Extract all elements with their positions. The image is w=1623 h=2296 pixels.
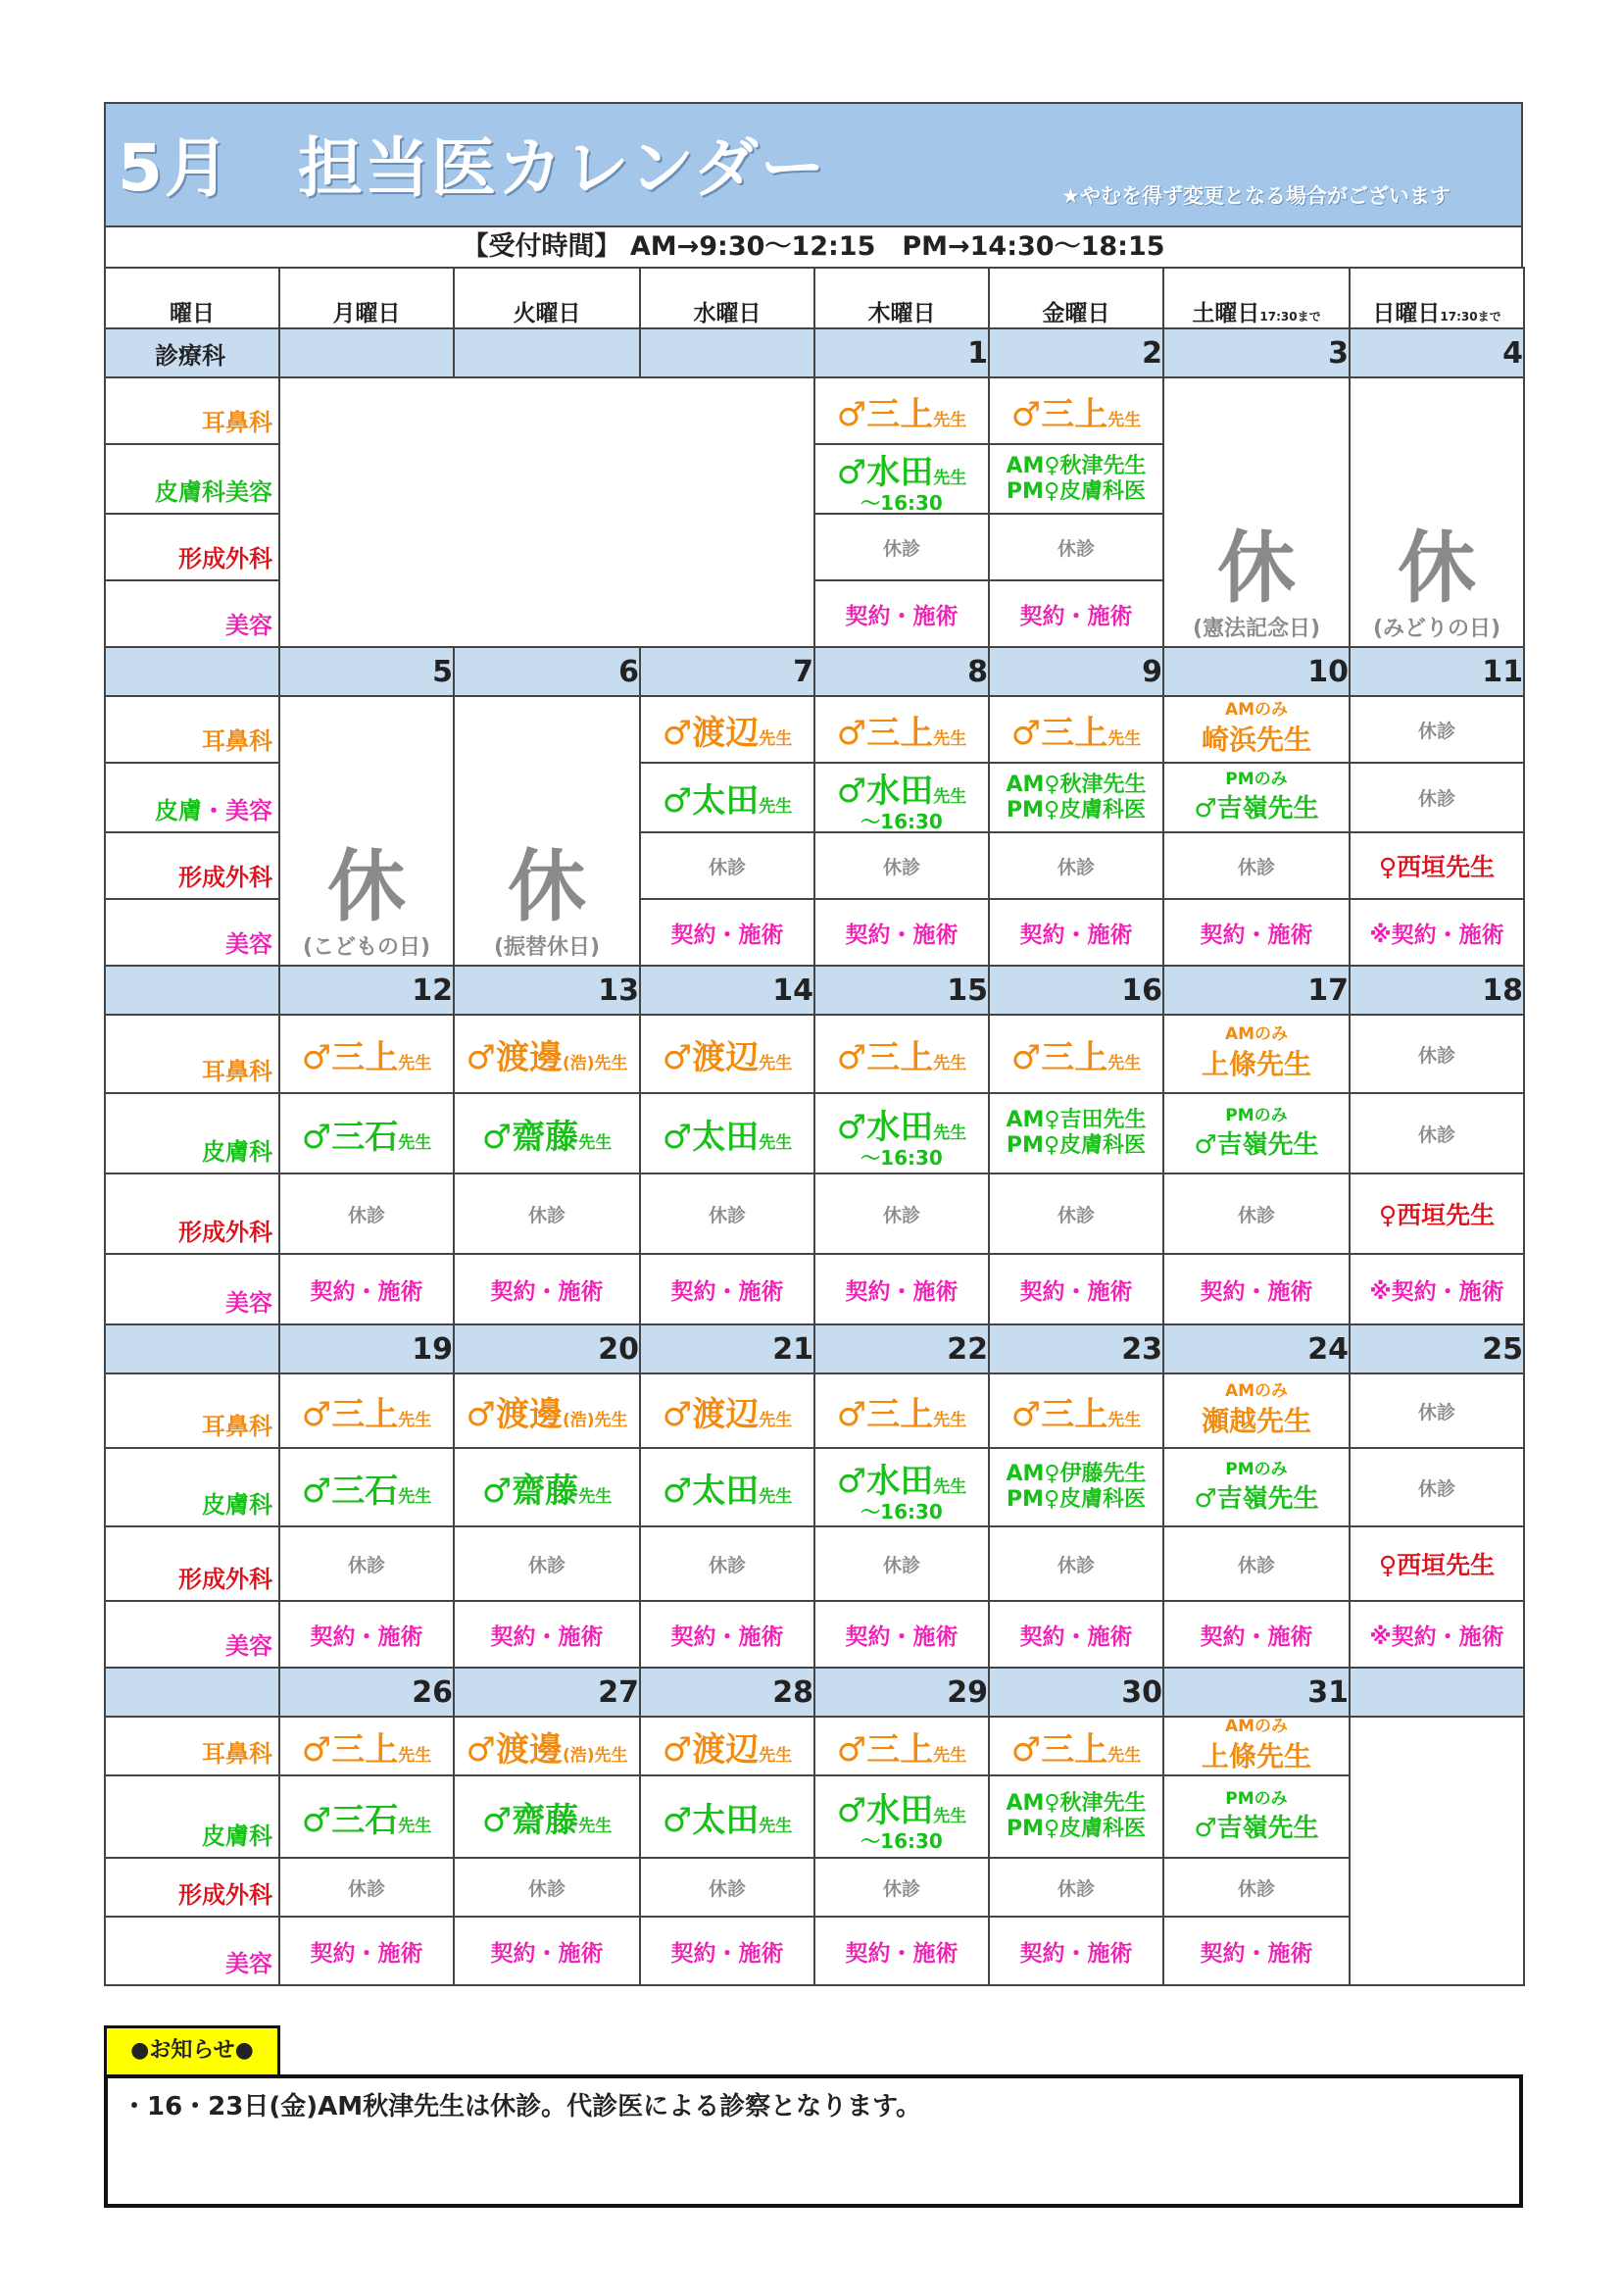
schedule-cell: 休診 — [279, 1173, 454, 1254]
date-cell: 30 — [989, 1668, 1163, 1717]
schedule-cell: 契約・施術 — [279, 1254, 454, 1324]
schedule-cell: ♂水田先生 〜16:30 — [814, 1093, 989, 1173]
schedule-cell: 休診 — [454, 1526, 640, 1601]
schedule-cell: AMのみ 瀬越先生 — [1163, 1373, 1350, 1448]
schedule-cell: PMのみ ♂吉嶺先生 — [1163, 763, 1350, 832]
schedule-cell: 契約・施術 — [989, 1601, 1163, 1668]
schedule-cell: 休診 — [454, 1173, 640, 1254]
schedule-cell: 休診 — [814, 1526, 989, 1601]
empty-cell — [1350, 1717, 1524, 1985]
schedule-cell: 休診 — [640, 1526, 814, 1601]
schedule-cell: ♂太田先生 — [640, 763, 814, 832]
schedule-cell: ♂三石先生 — [279, 1775, 454, 1858]
schedule-cell: ♂渡辺先生 — [640, 1717, 814, 1775]
schedule-cell: 休診 — [989, 1173, 1163, 1254]
schedule-cell: ♂三石先生 — [279, 1093, 454, 1173]
schedule-cell: 休診 — [1350, 763, 1524, 832]
schedule-row-beauty — [105, 1601, 1524, 1668]
schedule-cell: ♂三上先生 — [814, 377, 989, 444]
dept-label: 耳鼻科 — [105, 696, 279, 763]
dept-label: 形成外科 — [105, 514, 279, 580]
schedule-cell: 休診 — [814, 514, 989, 580]
schedule-cell: 契約・施術 — [989, 1917, 1163, 1985]
schedule-cell: 契約・施術 — [1163, 1601, 1350, 1668]
calendar-sheet — [104, 102, 1523, 1986]
schedule-cell: ♂水田先生 〜16:30 — [814, 444, 989, 514]
schedule-cell: 契約・施術 — [279, 1601, 454, 1668]
dept-label: 皮膚科 — [105, 1093, 279, 1173]
date-cell: 20 — [454, 1324, 640, 1373]
schedule-cell: 休診 — [989, 1526, 1163, 1601]
schedule-cell: ♂水田先生 〜16:30 — [814, 1775, 989, 1858]
schedule-row-beauty — [105, 1254, 1524, 1324]
weekday-header: 土曜日17:30まで — [1163, 268, 1350, 328]
schedule-cell: 契約・施術 — [454, 1601, 640, 1668]
schedule-cell: ♂渡辺先生 — [640, 1373, 814, 1448]
schedule-cell: ♂三上先生 — [814, 1373, 989, 1448]
schedule-cell: 休診 — [640, 1858, 814, 1917]
schedule-row-derm — [105, 1448, 1524, 1526]
schedule-cell: 契約・施術 — [814, 580, 989, 647]
date-cell: 10 — [1163, 647, 1350, 696]
dept-label: 耳鼻科 — [105, 377, 279, 444]
schedule-cell: AMのみ 上條先生 — [1163, 1717, 1350, 1775]
schedule-cell: AMのみ 崎浜先生 — [1163, 696, 1350, 763]
date-cell: 29 — [814, 1668, 989, 1717]
schedule-cell: ※契約・施術 — [1350, 899, 1524, 966]
dept-label: 耳鼻科 — [105, 1373, 279, 1448]
date-cell: 24 — [1163, 1324, 1350, 1373]
schedule-row-plastic — [105, 1858, 1524, 1917]
schedule-cell: 契約・施術 — [640, 1601, 814, 1668]
schedule-row-ent — [105, 377, 1524, 444]
weekday-header: 火曜日 — [454, 268, 640, 328]
date-cell: 3 — [1163, 328, 1350, 377]
date-cell: 6 — [454, 647, 640, 696]
schedule-cell: 契約・施術 — [814, 1601, 989, 1668]
dept-label: 耳鼻科 — [105, 1717, 279, 1775]
dept-label: 形成外科 — [105, 832, 279, 899]
date-cell: 21 — [640, 1324, 814, 1373]
schedule-cell: 休診 — [814, 1858, 989, 1917]
schedule-cell: AM♀秋津先生 PM♀皮膚科医 — [989, 1775, 1163, 1858]
schedule-cell: ♂渡辺先生 — [640, 696, 814, 763]
schedule-cell: ♂三上先生 — [279, 1717, 454, 1775]
date-cell: 16 — [989, 966, 1163, 1015]
schedule-cell: 休診 — [454, 1858, 640, 1917]
schedule-row-derm — [105, 1093, 1524, 1173]
date-cell: 4 — [1350, 328, 1524, 377]
schedule-cell: ♂水田先生 〜16:30 — [814, 1448, 989, 1526]
schedule-cell: 休診 — [640, 832, 814, 899]
schedule-cell: 休診 — [1163, 1858, 1350, 1917]
schedule-row-plastic — [105, 1526, 1524, 1601]
date-cell: 22 — [814, 1324, 989, 1373]
schedule-cell: PMのみ ♂吉嶺先生 — [1163, 1448, 1350, 1526]
dept-label: 皮膚科美容 — [105, 444, 279, 514]
dept-label: 皮膚・美容 — [105, 763, 279, 832]
schedule-cell: 契約・施術 — [814, 1254, 989, 1324]
schedule-cell: 契約・施術 — [640, 899, 814, 966]
schedule-cell: ♂齋藤先生 — [454, 1448, 640, 1526]
date-cell: 1 — [814, 328, 989, 377]
schedule-row-ent — [105, 1373, 1524, 1448]
notice-box — [104, 2074, 1523, 2208]
schedule-row-ent — [105, 1015, 1524, 1093]
schedule-cell: 契約・施術 — [989, 580, 1163, 647]
dept-label: 形成外科 — [105, 1858, 279, 1917]
schedule-cell: ※契約・施術 — [1350, 1254, 1524, 1324]
schedule-cell: ♂太田先生 — [640, 1775, 814, 1858]
schedule-cell: 契約・施術 — [1163, 1254, 1350, 1324]
schedule-cell: 契約・施術 — [814, 899, 989, 966]
schedule-cell: ♀西垣先生 — [1350, 1526, 1524, 1601]
schedule-cell: ♂三上先生 — [989, 1373, 1163, 1448]
schedule-cell: ♂三上先生 — [814, 1015, 989, 1093]
date-cell: 13 — [454, 966, 640, 1015]
dept-label: 美容 — [105, 580, 279, 647]
schedule-cell: ♂三上先生 — [989, 1717, 1163, 1775]
schedule-cell: 契約・施術 — [454, 1917, 640, 1985]
schedule-cell: ♂三上先生 — [279, 1015, 454, 1093]
dept-label: 美容 — [105, 899, 279, 966]
schedule-cell: 契約・施術 — [1163, 1917, 1350, 1985]
date-cell — [105, 1668, 279, 1717]
schedule-cell: 休診 — [279, 1526, 454, 1601]
weekday-header: 日曜日17:30まで — [1350, 268, 1524, 328]
schedule-cell: 休診 — [1163, 1173, 1350, 1254]
schedule-cell: ♂渡邊(浩)先生 — [454, 1373, 640, 1448]
dept-label: 耳鼻科 — [105, 1015, 279, 1093]
weekday-header: 水曜日 — [640, 268, 814, 328]
date-cell: 11 — [1350, 647, 1524, 696]
schedule-cell: ♂齋藤先生 — [454, 1775, 640, 1858]
schedule-row-ent — [105, 696, 1524, 763]
schedule-cell: ♂三上先生 — [279, 1373, 454, 1448]
schedule-cell: ♂三上先生 — [989, 377, 1163, 444]
schedule-cell: ♂太田先生 — [640, 1093, 814, 1173]
schedule-cell: ♂渡辺先生 — [640, 1015, 814, 1093]
schedule-cell: ♂三石先生 — [279, 1448, 454, 1526]
dept-label: 美容 — [105, 1254, 279, 1324]
schedule-cell: AMのみ 上條先生 — [1163, 1015, 1350, 1093]
weekday-header: 月曜日 — [279, 268, 454, 328]
schedule-cell: ※契約・施術 — [1350, 1601, 1524, 1668]
schedule-cell: 休診 — [814, 832, 989, 899]
date-row — [105, 1324, 1524, 1373]
date-cell: 17 — [1163, 966, 1350, 1015]
holiday-cell: 休 (振替休日) — [454, 696, 640, 966]
dept-label: 皮膚科 — [105, 1448, 279, 1526]
date-row — [105, 1668, 1524, 1717]
date-cell — [279, 328, 454, 377]
date-cell: 31 — [1163, 1668, 1350, 1717]
schedule-cell: 休診 — [814, 1173, 989, 1254]
schedule-cell: AM♀秋津先生 PM♀皮膚科医 — [989, 763, 1163, 832]
date-cell — [105, 966, 279, 1015]
schedule-cell: 休診 — [1350, 1015, 1524, 1093]
date-cell: 23 — [989, 1324, 1163, 1373]
title-bar — [104, 102, 1523, 225]
date-cell: 26 — [279, 1668, 454, 1717]
dept-header: 診療科 — [105, 328, 279, 377]
holiday-cell: 休 (みどりの日) — [1350, 377, 1524, 647]
schedule-cell: PMのみ ♂吉嶺先生 — [1163, 1093, 1350, 1173]
schedule-row-derm — [105, 1775, 1524, 1858]
schedule-cell: ♂三上先生 — [814, 696, 989, 763]
date-cell: 18 — [1350, 966, 1524, 1015]
date-row — [105, 328, 1524, 377]
schedule-cell: 契約・施術 — [989, 1254, 1163, 1324]
date-cell — [454, 328, 640, 377]
schedule-row-beauty — [105, 1917, 1524, 1985]
weekday-header: 金曜日 — [989, 268, 1163, 328]
schedule-cell: 休診 — [989, 832, 1163, 899]
reception-hours: 【受付時間】 AM→9:30〜12:15 PM→14:30〜18:15 — [104, 225, 1523, 267]
date-cell: 5 — [279, 647, 454, 696]
date-cell: 7 — [640, 647, 814, 696]
date-cell — [105, 647, 279, 696]
schedule-cell: ♂三上先生 — [989, 696, 1163, 763]
schedule-cell: 契約・施術 — [814, 1917, 989, 1985]
dept-label: 形成外科 — [105, 1173, 279, 1254]
schedule-cell: 契約・施術 — [640, 1917, 814, 1985]
date-cell: 14 — [640, 966, 814, 1015]
empty-cell — [279, 377, 814, 647]
schedule-cell: 休診 — [1350, 1448, 1524, 1526]
title-note: ★やむを得ず変更となる場合がございます — [1061, 184, 1451, 208]
date-cell — [640, 328, 814, 377]
weekday-header: 木曜日 — [814, 268, 989, 328]
date-cell: 2 — [989, 328, 1163, 377]
weekday-header-row — [105, 268, 1524, 328]
schedule-cell: 契約・施術 — [640, 1254, 814, 1324]
schedule-cell: 契約・施術 — [989, 899, 1163, 966]
schedule-row-ent — [105, 1717, 1524, 1775]
schedule-cell: 休診 — [989, 514, 1163, 580]
date-cell: 25 — [1350, 1324, 1524, 1373]
date-cell: 28 — [640, 1668, 814, 1717]
schedule-cell: 休診 — [1350, 1093, 1524, 1173]
dept-label: 皮膚科 — [105, 1775, 279, 1858]
weekday-header: 曜日 — [105, 268, 279, 328]
date-cell — [1350, 1668, 1524, 1717]
schedule-cell: ♀西垣先生 — [1350, 1173, 1524, 1254]
schedule-cell: ♂渡邊(浩)先生 — [454, 1015, 640, 1093]
schedule-cell: 契約・施術 — [279, 1917, 454, 1985]
holiday-cell: 休 (憲法記念日) — [1163, 377, 1350, 647]
schedule-cell: AM♀吉田先生 PM♀皮膚科医 — [989, 1093, 1163, 1173]
schedule-cell: ♂太田先生 — [640, 1448, 814, 1526]
schedule-row-plastic — [105, 1173, 1524, 1254]
schedule-table — [104, 267, 1525, 1986]
schedule-cell: 休診 — [1163, 832, 1350, 899]
date-cell: 9 — [989, 647, 1163, 696]
holiday-cell: 休 (こどもの日) — [279, 696, 454, 966]
schedule-cell: ♂渡邊(浩)先生 — [454, 1717, 640, 1775]
schedule-cell: 休診 — [1350, 1373, 1524, 1448]
schedule-cell: ♂齋藤先生 — [454, 1093, 640, 1173]
schedule-cell: 契約・施術 — [454, 1254, 640, 1324]
notice-title: ●お知らせ● — [104, 2025, 280, 2074]
dept-label: 形成外科 — [105, 1526, 279, 1601]
dept-label: 美容 — [105, 1917, 279, 1985]
schedule-cell: ♂三上先生 — [989, 1015, 1163, 1093]
dept-label: 美容 — [105, 1601, 279, 1668]
schedule-cell: ♂水田先生 〜16:30 — [814, 763, 989, 832]
page-title: 5月 担当医カレンダー — [118, 130, 827, 206]
date-cell — [105, 1324, 279, 1373]
schedule-cell: 休診 — [989, 1858, 1163, 1917]
schedule-cell: AM♀秋津先生 PM♀皮膚科医 — [989, 444, 1163, 514]
date-cell: 12 — [279, 966, 454, 1015]
schedule-cell: 休診 — [640, 1173, 814, 1254]
schedule-cell: 休診 — [1350, 696, 1524, 763]
schedule-cell: 休診 — [279, 1858, 454, 1917]
schedule-cell: ♂三上先生 — [814, 1717, 989, 1775]
date-row — [105, 647, 1524, 696]
date-cell: 27 — [454, 1668, 640, 1717]
date-row — [105, 966, 1524, 1015]
schedule-cell: 契約・施術 — [1163, 899, 1350, 966]
date-cell: 19 — [279, 1324, 454, 1373]
notice-text: ・16・23日(金)AM秋津先生は休診。代診医による診察となります。 — [122, 2092, 922, 2121]
schedule-cell: AM♀伊藤先生 PM♀皮膚科医 — [989, 1448, 1163, 1526]
schedule-cell: 休診 — [1163, 1526, 1350, 1601]
schedule-cell: ♀西垣先生 — [1350, 832, 1524, 899]
date-cell: 15 — [814, 966, 989, 1015]
date-cell: 8 — [814, 647, 989, 696]
schedule-cell: PMのみ ♂吉嶺先生 — [1163, 1775, 1350, 1858]
